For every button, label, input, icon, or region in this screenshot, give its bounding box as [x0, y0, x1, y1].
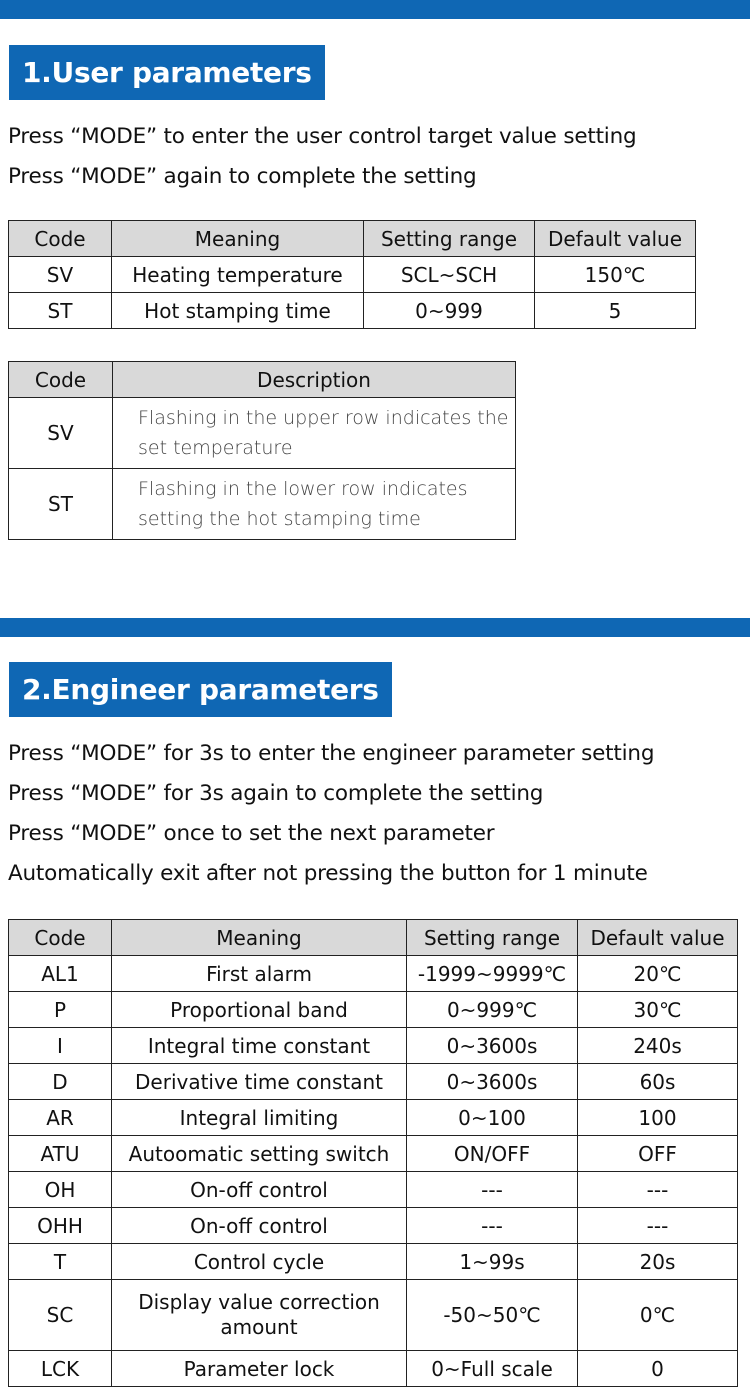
cell-code: SC [9, 1280, 112, 1351]
instruction-line: Press “MODE” once to set the next parameter [8, 821, 495, 846]
section-divider-bar [0, 0, 750, 19]
cell-meaning: Parameter lock [112, 1351, 407, 1387]
cell-meaning: Integral limiting [112, 1100, 407, 1136]
section-heading-engineer-parameters: 2.Engineer parameters [9, 662, 392, 717]
cell-default: 60s [578, 1064, 738, 1100]
table-row [9, 1172, 738, 1208]
table-row [9, 469, 516, 540]
cell-code: SV [9, 257, 112, 293]
cell-meaning: Proportional band [112, 992, 407, 1028]
cell-default: 0 [578, 1351, 738, 1387]
table-row [9, 1351, 738, 1387]
cell-code: T [9, 1244, 112, 1280]
cell-range: 0~100 [407, 1100, 578, 1136]
cell-code: D [9, 1064, 112, 1100]
cell-code: SV [9, 398, 113, 469]
cell-default: 150℃ [535, 257, 696, 293]
cell-default: OFF [578, 1136, 738, 1172]
cell-range: 0~3600s [407, 1064, 578, 1100]
user-parameters-table [8, 220, 696, 329]
cell-default: --- [578, 1172, 738, 1208]
column-header: Default value [578, 920, 738, 956]
cell-default: 240s [578, 1028, 738, 1064]
engineer-parameters-instructions [8, 734, 654, 894]
cell-range: ON/OFF [407, 1136, 578, 1172]
cell-default: 30℃ [578, 992, 738, 1028]
cell-range: SCL~SCH [364, 257, 535, 293]
cell-range: -1999~9999℃ [407, 956, 578, 992]
cell-meaning: Display value correction amount [112, 1280, 407, 1351]
cell-code: ATU [9, 1136, 112, 1172]
column-header: Code [9, 920, 112, 956]
cell-meaning: Control cycle [112, 1244, 407, 1280]
column-header: Meaning [112, 920, 407, 956]
cell-meaning: Heating temperature [112, 257, 364, 293]
column-header: Default value [535, 221, 696, 257]
cell-default: 100 [578, 1100, 738, 1136]
cell-range: 0~999 [364, 293, 535, 329]
instruction-line: Automatically exit after not pressing the button for 1 minute [8, 861, 648, 886]
cell-description: Flashing in the lower row indicates setting the hot stamping time [113, 469, 516, 540]
table-row [9, 293, 696, 329]
cell-code: AR [9, 1100, 112, 1136]
column-header: Meaning [112, 221, 364, 257]
cell-code: OH [9, 1172, 112, 1208]
instruction-line: Press “MODE” for 3s to enter the engineer parameter setting [8, 741, 655, 766]
instruction-line: Press “MODE” for 3s again to complete the setting [8, 781, 544, 806]
cell-meaning: Autoomatic setting switch [112, 1136, 407, 1172]
cell-default: 20s [578, 1244, 738, 1280]
cell-default: 20℃ [578, 956, 738, 992]
cell-range: 0~999℃ [407, 992, 578, 1028]
cell-range: --- [407, 1208, 578, 1244]
cell-range: --- [407, 1172, 578, 1208]
cell-code: AL1 [9, 956, 112, 992]
table-row [9, 398, 516, 469]
column-header: Setting range [407, 920, 578, 956]
user-parameters-instructions [8, 117, 636, 197]
cell-code: P [9, 992, 112, 1028]
cell-description: Flashing in the upper row indicates the set temperature [113, 398, 516, 469]
cell-default: 0℃ [578, 1280, 738, 1351]
section-heading-user-parameters: 1.User parameters [9, 45, 325, 100]
table-row [9, 257, 696, 293]
cell-code: LCK [9, 1351, 112, 1387]
table-row [9, 992, 738, 1028]
cell-meaning: Hot stamping time [112, 293, 364, 329]
column-header: Setting range [364, 221, 535, 257]
table-row [9, 1028, 738, 1064]
cell-meaning: Derivative time constant [112, 1064, 407, 1100]
table-row [9, 1136, 738, 1172]
cell-meaning: On-off control [112, 1208, 407, 1244]
table-row [9, 1244, 738, 1280]
table-row [9, 1064, 738, 1100]
cell-range: 0~Full scale [407, 1351, 578, 1387]
cell-range: -50~50℃ [407, 1280, 578, 1351]
cell-range: 1~99s [407, 1244, 578, 1280]
cell-default: 5 [535, 293, 696, 329]
instruction-line: Press “MODE” again to complete the setting [8, 164, 477, 189]
user-parameters-description-table [8, 361, 516, 540]
cell-code: OHH [9, 1208, 112, 1244]
table-row [9, 1280, 738, 1351]
engineer-parameters-table [8, 919, 738, 1387]
cell-meaning: First alarm [112, 956, 407, 992]
cell-code: ST [9, 469, 113, 540]
instruction-line: Press “MODE” to enter the user control target value setting [8, 124, 637, 149]
cell-default: --- [578, 1208, 738, 1244]
cell-code: I [9, 1028, 112, 1064]
section-divider-bar [0, 618, 750, 637]
cell-range: 0~3600s [407, 1028, 578, 1064]
cell-code: ST [9, 293, 112, 329]
column-header: Description [113, 362, 516, 398]
cell-meaning: Integral time constant [112, 1028, 407, 1064]
column-header: Code [9, 362, 113, 398]
table-row [9, 956, 738, 992]
table-row [9, 1208, 738, 1244]
cell-meaning: On-off control [112, 1172, 407, 1208]
table-row [9, 1100, 738, 1136]
column-header: Code [9, 221, 112, 257]
